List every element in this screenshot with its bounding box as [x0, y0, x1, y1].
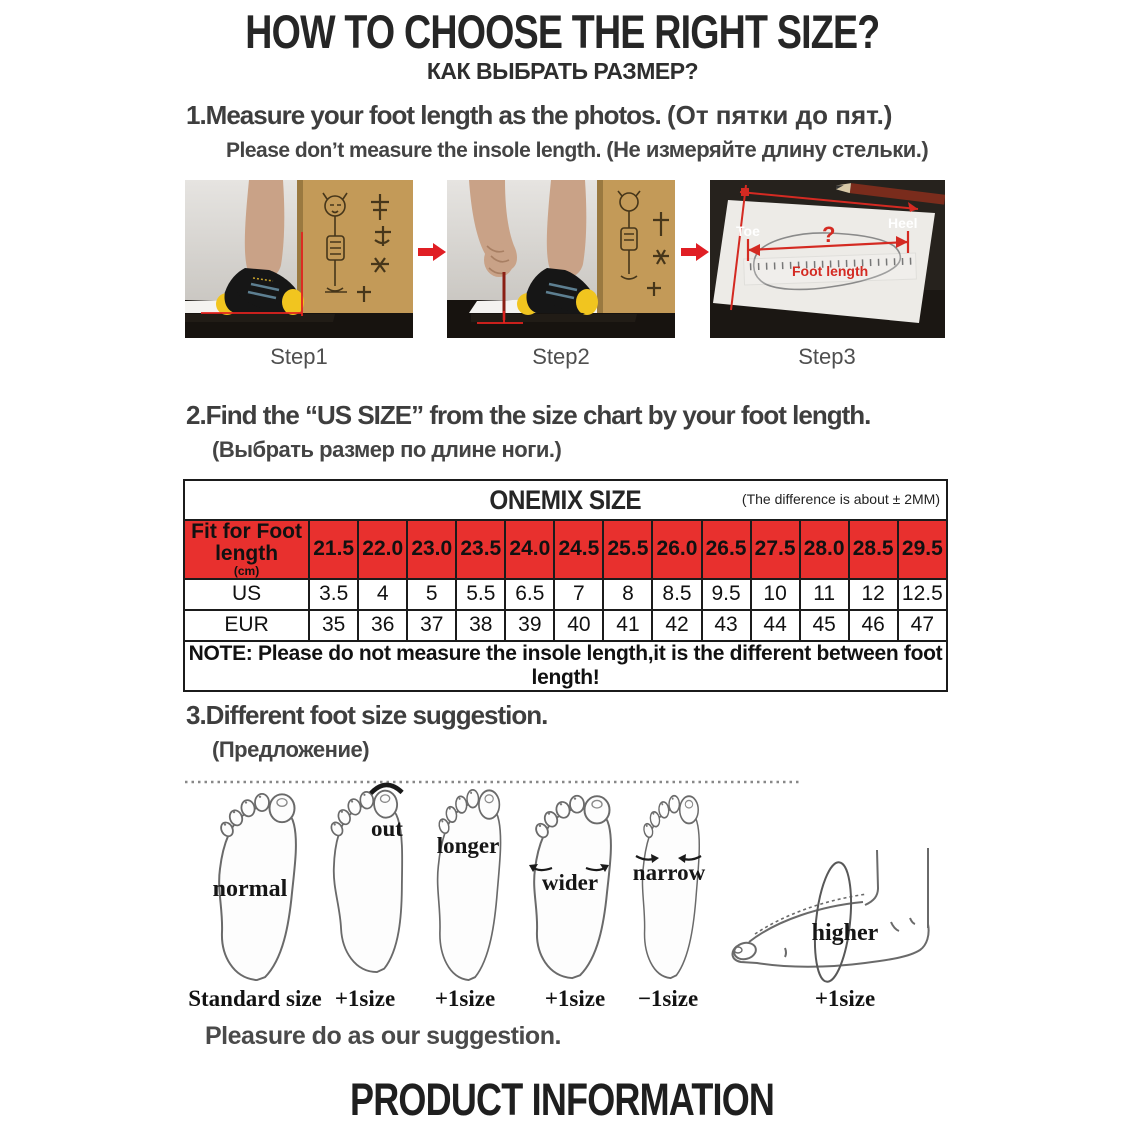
cm-cell: 26.5: [702, 520, 751, 579]
toe-label: Toe: [736, 223, 760, 239]
size-label-longer: +1size: [434, 986, 496, 1011]
size-label-narrow: −1size: [637, 986, 699, 1011]
us-cell: 6.5: [505, 579, 554, 610]
us-cell: 3.5: [309, 579, 358, 610]
foot-longer: [437, 790, 500, 980]
size-label-normal: Standard size: [188, 986, 322, 1011]
photo-step1: [185, 180, 413, 338]
arrow-right-icon: [418, 243, 446, 261]
foot-label-normal: normal: [212, 876, 288, 902]
us-cell: 8.5: [652, 579, 701, 610]
eur-cell: 40: [554, 610, 603, 641]
cm-cell: 27.5: [751, 520, 800, 579]
step1-subheading-en: Please don’t measure the insole length.: [226, 139, 601, 162]
size-table: [183, 479, 948, 692]
cm-cell: 25.5: [603, 520, 652, 579]
photo-caption: Step1: [270, 344, 328, 369]
us-cell: 5.5: [456, 579, 505, 610]
us-cell: 10: [751, 579, 800, 610]
cm-cell: 24.0: [505, 520, 554, 579]
foot-higher: [732, 848, 928, 983]
eur-cell: 45: [800, 610, 849, 641]
size-label-higher: +1size: [814, 986, 876, 1011]
cm-cell: 23.5: [456, 520, 505, 579]
suggestion-note: Pleasure do as our suggestion.: [205, 1022, 561, 1050]
step2-heading-ru: (Выбрать размер по длине ноги.): [212, 437, 562, 462]
eur-cell: 41: [603, 610, 652, 641]
photo-caption: Step3: [798, 344, 856, 369]
eur-cell: 39: [505, 610, 554, 641]
foot-narrow: [642, 796, 699, 978]
product-info-title: PRODUCT INFORMATION: [350, 1074, 775, 1125]
step1-heading-ru: (От пятки до пят.): [666, 100, 893, 130]
eur-cell: 37: [407, 610, 456, 641]
table-title: ONEMIX SIZE: [489, 484, 642, 515]
us-cell: 11: [800, 579, 849, 610]
photo-caption: Step2: [532, 344, 590, 369]
eur-cell: 46: [849, 610, 898, 641]
eur-cell: 47: [898, 610, 947, 641]
eur-cell: 43: [702, 610, 751, 641]
table-note: NOTE: Please do not measure the insole length,it is the different between foot length!: [184, 641, 947, 691]
us-cell: 7: [554, 579, 603, 610]
step1-subheading: [226, 137, 928, 163]
foot-label-narrow: narrow: [632, 860, 706, 885]
table-title-cell: [184, 480, 947, 520]
us-cell: 8: [603, 579, 652, 610]
arrow-right-icon: [681, 243, 709, 261]
cm-cell: 28.5: [849, 520, 898, 579]
step2-heading-en: 2.Find the “US SIZE” from the size chart by your foot length.: [186, 400, 871, 430]
cm-cell: 26.0: [652, 520, 701, 579]
cm-cell: 24.5: [554, 520, 603, 579]
step2-heading: [186, 400, 870, 431]
eur-cell: 44: [751, 610, 800, 641]
eur-cell: 36: [358, 610, 407, 641]
photo-step2: [447, 180, 675, 338]
cm-cell: 22.0: [358, 520, 407, 579]
heel-label: Heel: [888, 215, 918, 231]
size-label-wider: +1size: [544, 986, 606, 1011]
foot-out: [326, 784, 417, 975]
foot-label-out: out: [371, 816, 403, 841]
us-cell: 4: [358, 579, 407, 610]
step1-heading-en: 1.Measure your foot length as the photos.: [186, 100, 661, 130]
cm-cell: 29.5: [898, 520, 947, 579]
photo-step3: [710, 180, 945, 338]
table-title-note: (The difference is about ± 2MM): [741, 491, 940, 507]
step3-heading-ru: (Предложение): [212, 737, 370, 762]
foot-length-label: Foot length: [792, 263, 869, 279]
row-header-foot-length: Fit for Foot length (cm): [184, 520, 309, 579]
us-cell: 9.5: [702, 579, 751, 610]
cm-cell: 23.0: [407, 520, 456, 579]
foot-label-longer: longer: [436, 833, 500, 858]
size-label-out: +1size: [334, 986, 396, 1011]
eur-cell: 42: [652, 610, 701, 641]
step3-heading: 3.Different foot size suggestion.: [186, 700, 548, 730]
step1-subheading-ru: (Не измеряйте длину стельки.): [606, 137, 929, 162]
us-cell: 5: [407, 579, 456, 610]
us-cell: 12.5: [898, 579, 947, 610]
feet-diagram: [180, 774, 945, 988]
eur-cell: 35: [309, 610, 358, 641]
foot-label-higher: higher: [811, 920, 879, 946]
row-header-us: US: [184, 579, 309, 610]
step1-heading: [186, 100, 892, 131]
cm-cell: 21.5: [309, 520, 358, 579]
page-subtitle-ru: КАК ВЫБРАТЬ РАЗМЕР?: [426, 58, 699, 84]
foot-label-wider: wider: [541, 870, 599, 895]
eur-cell: 38: [456, 610, 505, 641]
row-header-eur: EUR: [184, 610, 309, 641]
question-mark: ?: [822, 222, 836, 247]
us-cell: 12: [849, 579, 898, 610]
cm-cell: 28.0: [800, 520, 849, 579]
page-title: HOW TO CHOOSE THE RIGHT SIZE?: [245, 5, 880, 58]
